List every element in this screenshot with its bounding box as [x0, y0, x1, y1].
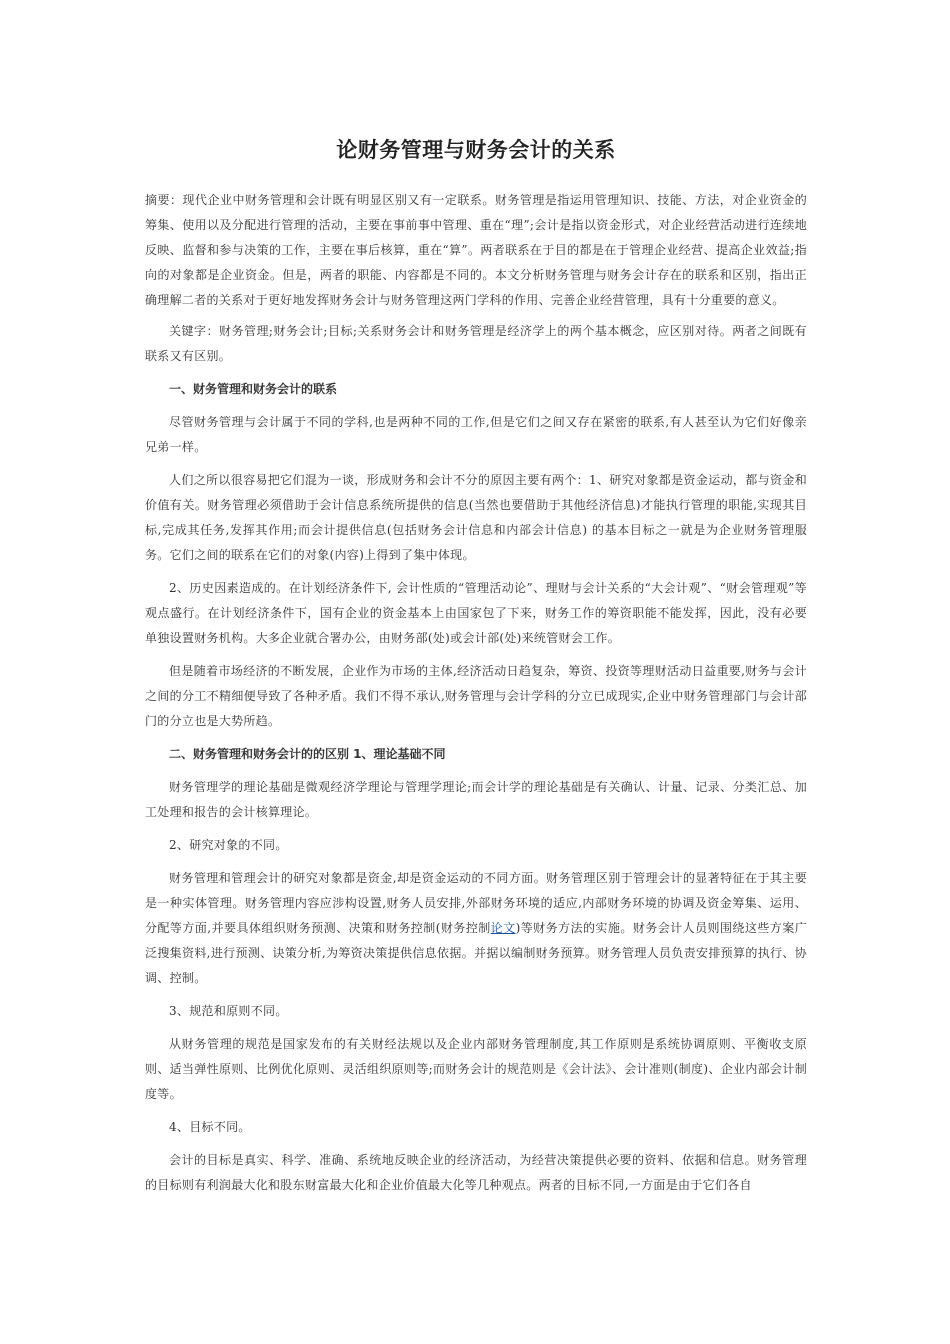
keywords-paragraph: 关键字：财务管理;财务会计;目标;关系财务会计和财务管理是经济学上的两个基本概念，应区别对待。两者之间既有联系又有区别。: [145, 324, 807, 363]
thesis-link[interactable]: 论文: [490, 921, 516, 935]
section-heading-2: 二、财务管理和财务会计的的区别 1、理论基础不同: [169, 747, 446, 761]
section1-paragraph-2: 人们之所以很容易把它们混为一谈，形成财务和会计不分的原因主要有两个：1、研究对象都是资金运动，都与资金和价值有关。财务管理必须借助于会计信息系统所提供的信息(当然也要借助于其他经济信息)才能执行管理的职能,实现其目标,完成其任务,发挥其作用;而会计提供信息(包括财务会计信息和内部会计信息) 的基本目标之一就是为企业财务管理服务。它们之间的联系在它们的对象(内容)上得到了集中体现。: [145, 473, 807, 562]
document-title: 论财务管理与财务会计的关系: [336, 137, 616, 162]
section-heading-1: 一、财务管理和财务会计的联系: [169, 382, 338, 396]
paragraph-text-before-link: 财务管理和管理会计的研究对象都是资金,却是资金运动的不同方面。财务管理区别于管理会计的显著特征在于其主要是一种实体管理。财务管理内容应涉构设置,财务人员安排,外部财务环境的适应,内部财务环境的协调及资金筹集、运用、分配等方面,并要具体组织财务预测、决策和财务控制(财务控制: [145, 871, 807, 935]
section2-paragraph-3: 从财务管理的规范是国家发布的有关财经法规以及企业内部财务管理制度,其工作原则是系统协调原则、平衡收支原则、适当弹性原则、比例优化原则、灵活组织原则等;而财务会计的规范则是《会计法》、会计准则(制度)、企业内部会计制度等。: [145, 1037, 807, 1101]
section1-paragraph-1: 尽管财务管理与会计属于不同的学科,也是两种不同的工作,但是它们之间又存在紧密的联系,有人甚至认为它们好像亲兄弟一样。: [145, 415, 807, 454]
abstract-paragraph: 摘要：现代企业中财务管理和会计既有明显区别又有一定联系。财务管理是指运用管理知识、技能、方法，对企业资金的筹集、使用以及分配进行管理的活动，主要在事前事中管理、重在“理”;会计是指以资金形式，对企业经营活动进行连续地反映、监督和参与决策的工作，主要在事后核算，重在“算”。两者联系在于目的都是在于管理企业经营、提高企业效益;指向的对象都是企业资金。但是，两者的职能、内容都是不同的。本文分析财务管理与财务会计存在的联系和区别，指出正确理解二者的关系对于更好地发挥财务会计与财务管理这两门学科的作用、完善企业经营管理，具有十分重要的意义。: [145, 193, 807, 307]
section1-paragraph-3: 2、历史因素造成的。在计划经济条件下, 会计性质的“管理活动论”、理财与会计关系的“大会计观”、“财会管理观”等观点盛行。在计划经济条件下，国有企业的资金基本上由国家包了下来，财务工作的筹资职能不能发挥，因此，没有必要单独设置财务机构。大多企业就合署办公，由财务部(处)或会计部(处)来统管财会工作。: [145, 581, 807, 645]
section2-paragraph-1: 财务管理学的理论基础是微观经济学理论与管理学理论;而会计学的理论基础是有关确认、计量、记录、分类汇总、加工处理和报告的会计核算理论。: [145, 780, 807, 819]
document-page: [145, 134, 807, 1206]
subheading-goals: 4、目标不同。: [169, 1120, 251, 1134]
subheading-norms-principles: 3、规范和原则不同。: [169, 1004, 288, 1018]
section1-paragraph-4: 但是随着市场经济的不断发展，企业作为市场的主体,经济活动日趋复杂，筹资、投资等理财活动日益重要,财务与会计之间的分工不精细便导致了各种矛盾。我们不得不承认,财务管理与会计学科的分立已成现实,企业中财务管理部门与会计部门的分立也是大势所趋。: [145, 664, 807, 728]
subheading-research-object: 2、研究对象的不同。: [169, 838, 288, 852]
paragraph-text-after-link: )等财务方法的实施。财务会计人员则围绕这些方案广泛搜集资料,进行预测、诀策分析,为筹资决策提供信息依据。并据以编制财务预算。财务管理人员负责安排预算的执行、协调、控制。: [145, 921, 807, 985]
section2-paragraph-2: [145, 866, 807, 991]
section2-paragraph-4: 会计的目标是真实、科学、准确、系统地反映企业的经济活动，为经营决策提供必要的资料、依据和信息。财务管理的目标则有利润最大化和股东财富最大化和企业价值最大化等几种观点。两者的目标不同,一方面是由于它们各自: [145, 1153, 807, 1192]
